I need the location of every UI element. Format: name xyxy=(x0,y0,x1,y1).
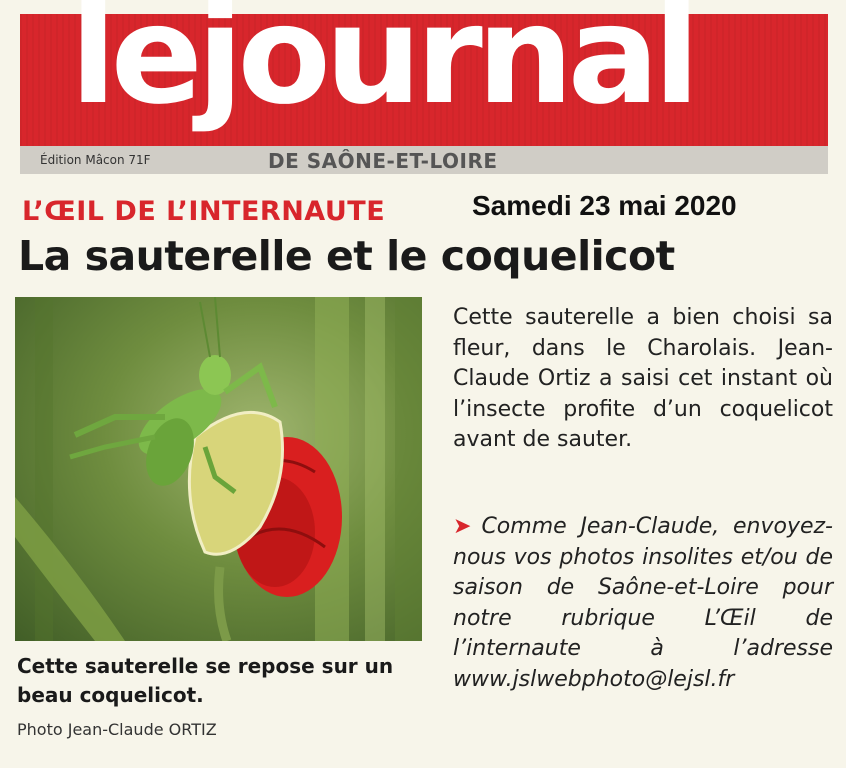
article-photo xyxy=(15,297,422,641)
arrow-icon: ➤ xyxy=(453,514,472,539)
photo-caption: Cette sauterelle se repose sur un beau coquelicot. xyxy=(17,654,394,707)
publication-date: Samedi 23 mai 2020 xyxy=(472,190,737,221)
edition-label: Édition Mâcon 71F xyxy=(40,153,151,167)
newspaper-logo: lejournal xyxy=(70,0,695,135)
masthead xyxy=(20,0,828,174)
article-headline: La sauterelle et le coquelicot xyxy=(18,232,675,280)
callout-text: Comme Jean-Claude, envoyez-nous vos photos insolites et/ou de saison de Saône-et-Loire pour notre rubrique L’Œil de l’internaute à l’adresse www.jslwebphoto@lejsl.fr xyxy=(453,514,833,692)
reader-callout xyxy=(453,512,833,695)
rubric-title: L’ŒIL DE L’INTERNAUTE xyxy=(22,196,386,227)
masthead-strip xyxy=(20,146,828,174)
grasshopper-poppy-image xyxy=(15,297,422,641)
region-label: DE SAÔNE-ET-LOIRE xyxy=(268,149,498,173)
article-paragraph: Cette sauterelle a bien choisi sa fleur, dans le Charolais. Jean-Claude Ortiz a saisi cet instant où l’insecte profite d’un coquelicot avant de sauter. xyxy=(453,305,833,452)
photo-credit: Photo Jean-Claude ORTIZ xyxy=(17,720,217,739)
article-body xyxy=(453,303,833,456)
